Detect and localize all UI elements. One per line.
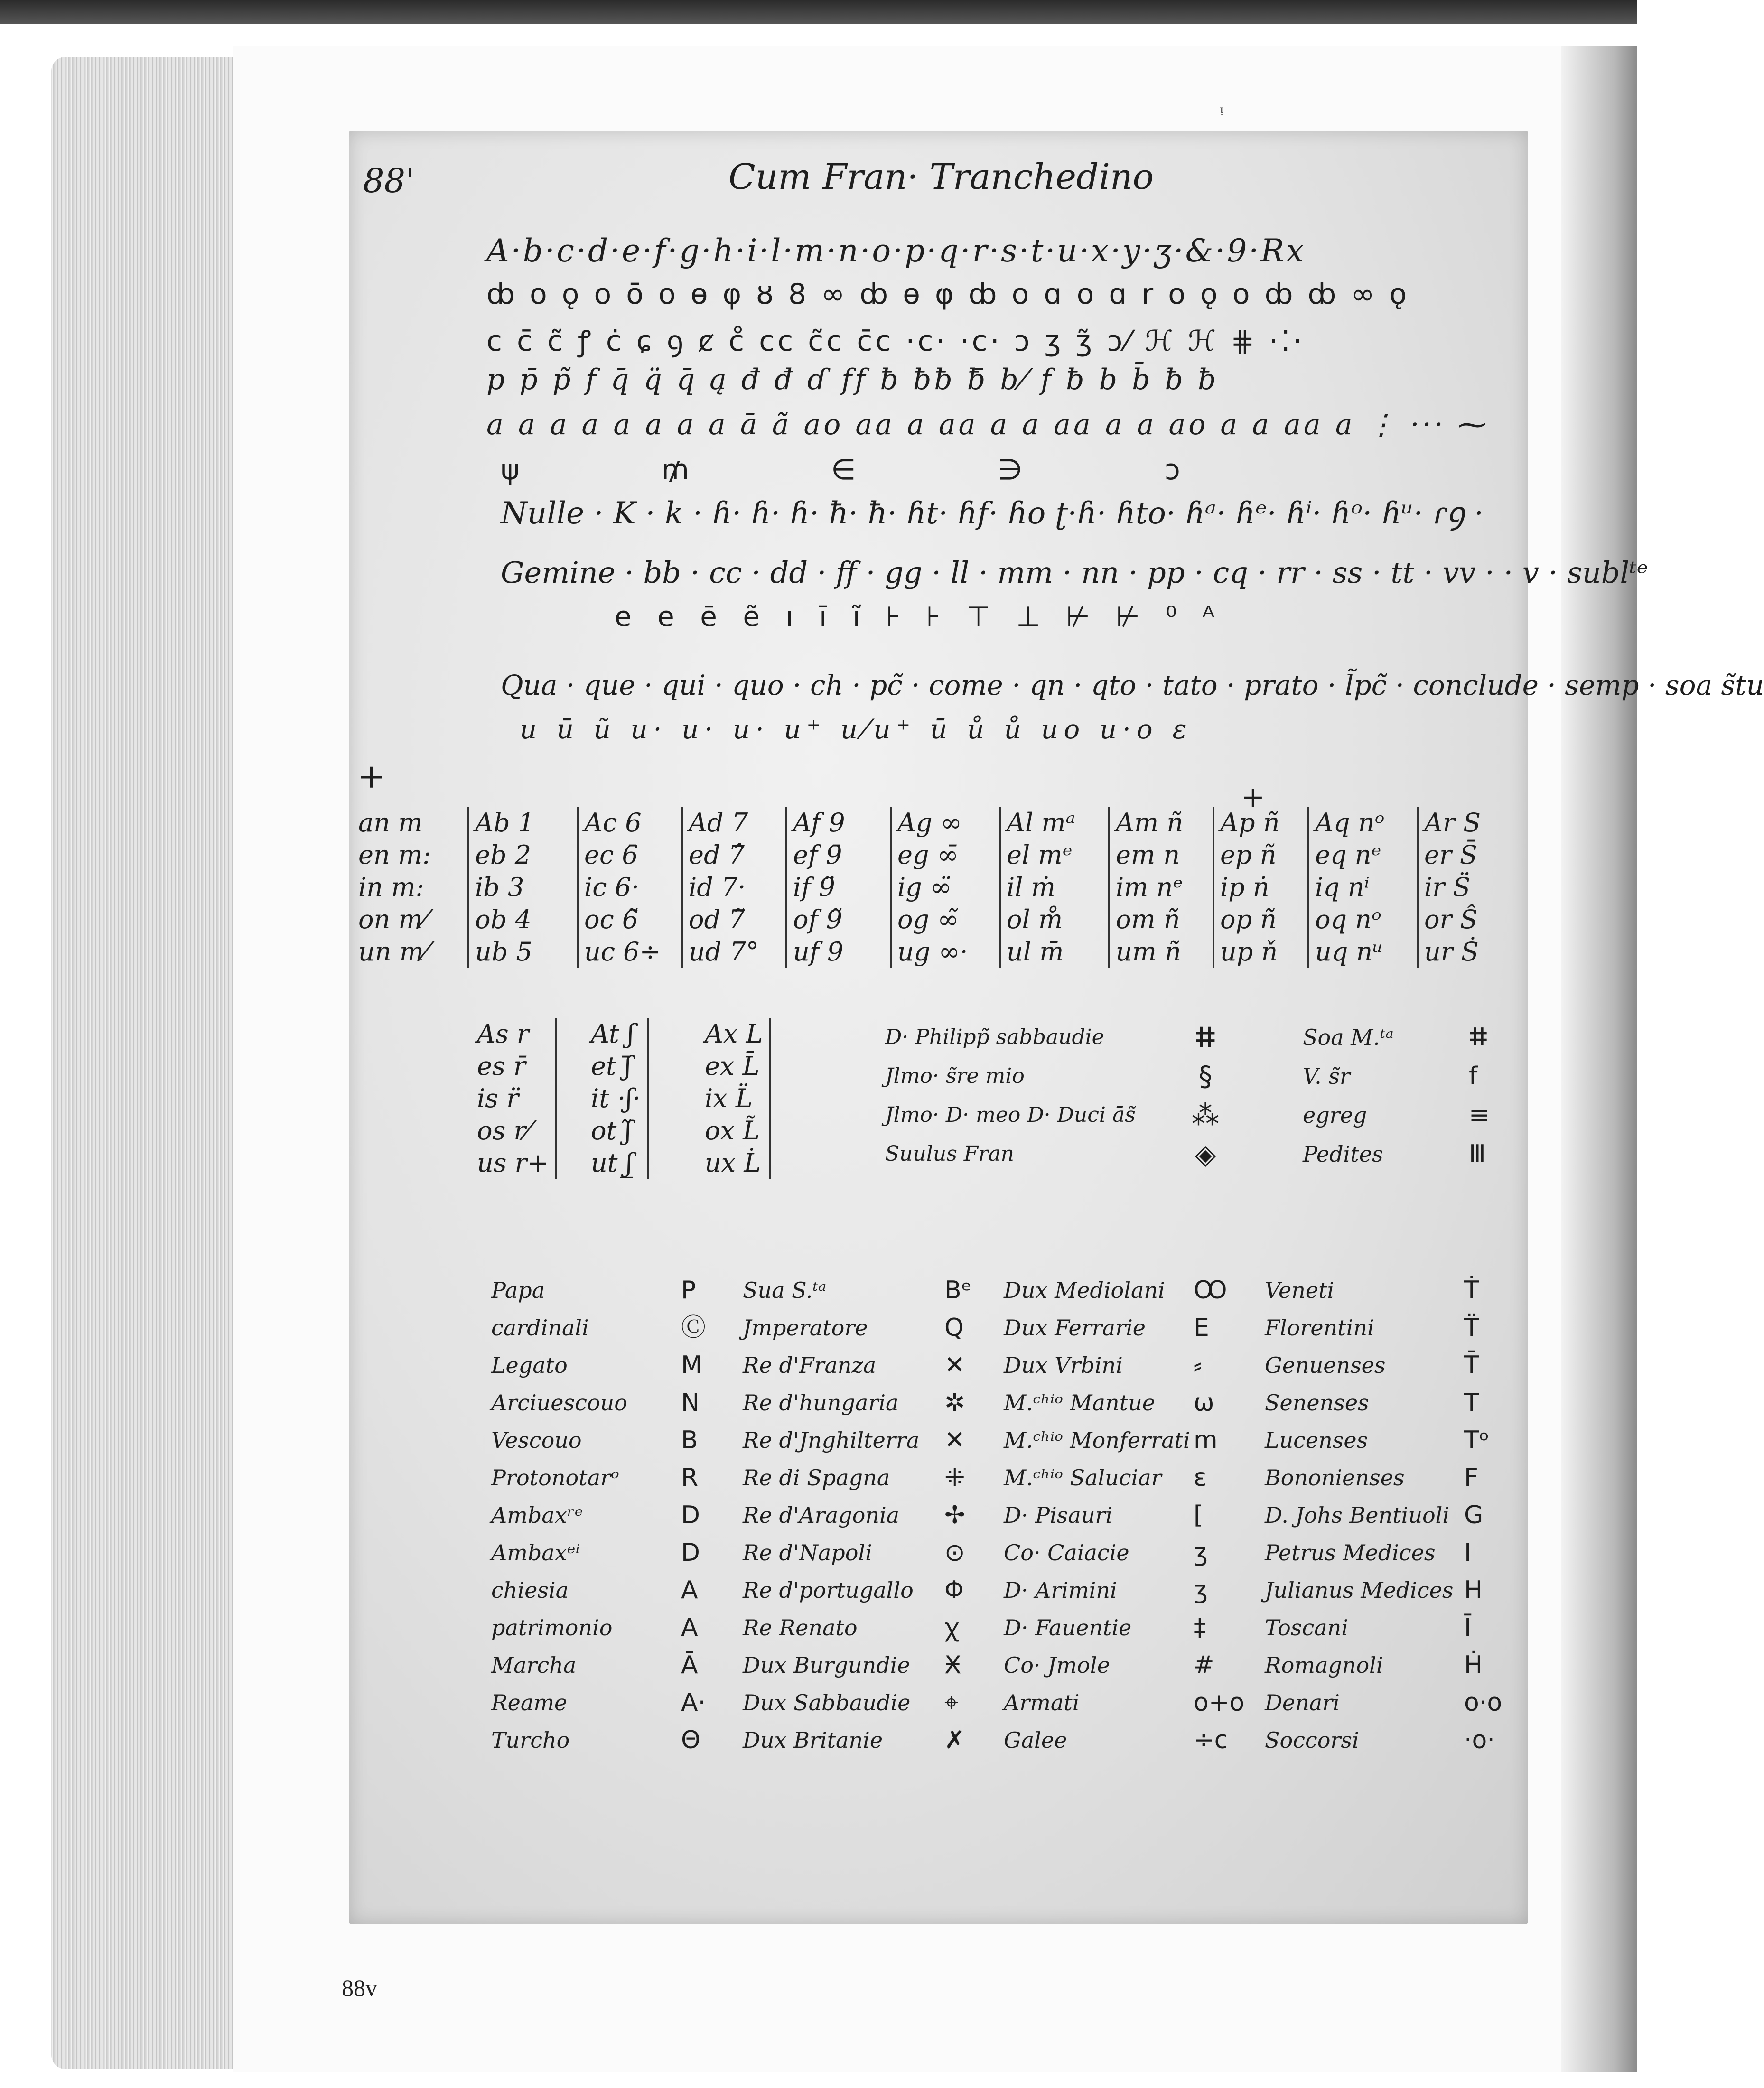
nomenclator-symbol: A· (681, 1688, 706, 1717)
syllable-left-entry: in m: (358, 872, 424, 902)
syllable-entry: Ap ñ (1220, 808, 1280, 838)
title-name: Pedites (1303, 1141, 1383, 1167)
person-name: Jlmo· D· meo D· Duci ās̃ (885, 1103, 1136, 1127)
syllable-entry: up ň (1220, 937, 1278, 967)
nomenclator-symbols-col2 (944, 1272, 971, 1759)
person-symbol: ◈ (1195, 1138, 1216, 1170)
nomenclator-name: Re d'portugallo (743, 1577, 914, 1603)
nomenclator-symbol: M (681, 1351, 702, 1380)
syllable-entry: er S̄ (1424, 840, 1477, 870)
nomenclator-symbol: P (681, 1276, 696, 1305)
vowel-s-entry: ut ʃ̲ (591, 1148, 633, 1178)
nomenclator-symbol: o·o (1464, 1688, 1503, 1717)
nomenclator-name: D· Pisauri (1004, 1502, 1113, 1528)
nomenclator-symbol: ‡ (1194, 1613, 1206, 1642)
syllable-entry: el mᵉ (1007, 840, 1073, 870)
cipher-row-b: c c̄ c̃ ꝭ ċ ɕ ꝯ ȼ c̊ cc c̃c c̄c ·c· ·c· ɔ ʒ ʒ̃ ɔ⁄ ℋ ℋ ⋕ ·⁚· (486, 325, 1305, 358)
cross-mark-left: + (357, 757, 385, 796)
syllable-entry: ul m̄ (1007, 937, 1064, 967)
nomenclator-name: Marcha (491, 1652, 577, 1678)
vowel-s-entry: ix L̈ (705, 1083, 753, 1113)
nomenclator-name: Legato (491, 1352, 568, 1378)
vowel-s-entry: ot ʃ̃ (591, 1116, 632, 1146)
gemine-codes: e e ē ẽ ı ī ĩ ⊦ ⊦ ⊤ ⊥ ⊬ ⊬ ⁰ ᴬ (615, 600, 1223, 633)
nomenclator-name: Papa (491, 1277, 545, 1303)
syllable-entry: ur Ṡ (1424, 937, 1479, 967)
title-name: V. s̃r (1303, 1063, 1351, 1089)
titles-names (1303, 1018, 1394, 1174)
cipher-row-a: ȸ o ǫ o ō o ɵ φ ȣ 8 ∞ ȸ ɵ φ ȸ o ɑ o ɑ r o ǫ o ȸ ȸ ∞ ǫ (486, 278, 1410, 311)
nomenclator-name: Toscani (1265, 1615, 1348, 1641)
nomenclator-symbol: Bᵉ (944, 1276, 972, 1305)
nomenclator-name: patrimonio (491, 1615, 613, 1641)
nomenclator-name: Dux Sabbaudie (743, 1690, 911, 1715)
syllable-entry: oq nᵒ (1315, 904, 1381, 934)
nomenclator-name: Jmperatore (743, 1315, 868, 1341)
syllable-entry: uq nᵘ (1315, 937, 1383, 967)
ink-mark: ᵎ (1220, 102, 1223, 124)
syllable-left-entry: an m (358, 808, 423, 838)
title-symbol: ⵌ (1469, 1023, 1488, 1052)
cipher-row-c: p p̄ p̃ f q̄ q̈ q̄ ą đ đ ɗ ff ƀ ƀƀ ƀ̄ b⁄ f ƀ b b̄ ƀ ƀ (486, 363, 1219, 396)
syllable-entry: eg ∞̄ (897, 840, 959, 870)
syllable-entry: ob 4 (475, 904, 532, 934)
syllable-group (681, 807, 759, 968)
nomenclator-name: Dux Vrbini (1004, 1352, 1123, 1378)
nomenclator-symbol: ·o· (1464, 1726, 1495, 1754)
syllable-entry: ol m̊ (1007, 904, 1063, 934)
syllable-entry: ef 9̄ (793, 840, 842, 870)
person-name: D· Philipp̃ sabbaudie (885, 1025, 1104, 1049)
nomenclator-name: Petrus Medices (1265, 1540, 1436, 1566)
folio-number: 88' (363, 161, 415, 200)
syllable-entry: um ñ (1116, 937, 1181, 967)
cipher-row-d: a a a a a a a a ā ã ao aa a aa a a aa a a ao a a aa a ⋮ ··· ⁓ (486, 408, 1489, 441)
nomenclator-symbol: Ī (1464, 1613, 1472, 1642)
nomenclator-symbol: ⌖ (944, 1688, 959, 1717)
nomenclator-name: Dux Burgundie (743, 1652, 910, 1678)
nomenclator-name: Co· Jmole (1004, 1652, 1110, 1678)
vowel-s-entry: ox L̃ (705, 1116, 760, 1146)
nomenclator-name: Armati (1004, 1690, 1080, 1715)
syllable-entry: om ñ (1116, 904, 1180, 934)
syllable-entry: og ∞̃ (897, 904, 959, 934)
nomenclator-name: Bononienses (1265, 1465, 1405, 1491)
syllable-entry: ec 6̄ (584, 840, 638, 870)
manuscript-leaf (349, 130, 1764, 1924)
nomenclator-symbol: ✲ (944, 1389, 965, 1417)
nomenclator-symbol: ÷c (1194, 1726, 1228, 1754)
nomenclator-symbol: A (681, 1613, 698, 1642)
nomenclator-name: Ambaxʳᵉ (491, 1502, 583, 1528)
syllable-entry: il ṁ (1007, 872, 1055, 902)
nomenclator-name: Lucenses (1265, 1427, 1368, 1453)
nomenclator-symbol: Ꝏ (1194, 1276, 1227, 1305)
nomenclator-symbol: Q (944, 1314, 964, 1342)
nomenclator-symbol: Ā (681, 1651, 698, 1679)
person-symbol: ⵌ (1195, 1021, 1216, 1053)
vowel-s-entry: us r+ (477, 1148, 549, 1178)
syllable-group (467, 807, 534, 968)
syllable-entry: Af 9 (793, 808, 845, 838)
syllable-group (1108, 807, 1183, 968)
nomenclator-symbol: Ӿ (944, 1651, 961, 1679)
nomenclator-name: cardinali (491, 1315, 589, 1341)
syllable-entry: or Ŝ (1424, 904, 1478, 934)
syllable-entry: op ñ (1220, 904, 1277, 934)
syllable-entry: Ab 1 (475, 808, 535, 838)
nomenclator-symbol: D (681, 1538, 700, 1567)
syllable-entry: ug ∞· (897, 937, 968, 967)
syllable-group (785, 807, 845, 968)
nomenclator-symbol: Φ (944, 1576, 964, 1604)
syllable-entry: ud 7° (689, 937, 759, 967)
syllable-group (999, 807, 1075, 968)
nomenclator-name: Soccorsi (1265, 1727, 1359, 1753)
nomenclator-name: Genuenses (1265, 1352, 1386, 1378)
syllable-entry: ub 5 (475, 937, 532, 967)
nomenclator-symbol: ʒ (1194, 1576, 1208, 1604)
nomenclator-name: Re d'Jnghilterra (743, 1427, 920, 1453)
syllable-entry: im nᵉ (1116, 872, 1183, 902)
vowel-s-entry: Ax L (705, 1019, 763, 1049)
title-name: Soa M.ᵗᵃ (1303, 1025, 1394, 1050)
vowel-s-entry: is r̈ (477, 1083, 519, 1113)
syllable-group (1307, 807, 1384, 968)
nomenclator-name: Florentini (1265, 1315, 1374, 1341)
syllable-entry: eq nᵉ (1315, 840, 1381, 870)
nomenclator-name: chiesia (491, 1577, 569, 1603)
syllable-left-entry: en m: (358, 840, 431, 870)
vowel-s-entry: et ʃ̄ (591, 1051, 632, 1081)
person-symbol: ⁂ (1192, 1099, 1219, 1131)
nomenclator-names-col1 (491, 1272, 627, 1759)
title-symbol: Ⅲ (1469, 1140, 1486, 1168)
nomenclator-name: Turcho (491, 1727, 570, 1753)
syllable-entry: oc 6̃ (584, 904, 639, 934)
syllable-entry: Ad 7 (689, 808, 748, 838)
nomenclator-symbol: Θ (681, 1726, 700, 1754)
syllable-entry: ed 7̂ (689, 840, 745, 870)
vowel-s-group (591, 1018, 649, 1179)
title-name: egreg (1303, 1102, 1367, 1128)
vowel-s-entry: ex L̄ (705, 1051, 760, 1081)
nomenclator-symbol: ⸗ (1194, 1351, 1202, 1380)
title-symbol: ≡ (1469, 1101, 1490, 1129)
nomenclator-name: Dux Britanie (743, 1727, 883, 1753)
nomenclator-name: Arciuescouo (491, 1390, 627, 1416)
nomenclator-symbol: Ḣ (1464, 1651, 1483, 1679)
nomenclator-symbol: G (1464, 1501, 1484, 1529)
nomenclator-name: Vescouo (491, 1427, 582, 1453)
nomenclator-symbol: T (1464, 1389, 1479, 1417)
syllable-entry: ip ṅ (1220, 872, 1269, 902)
scan-top-border (0, 0, 1637, 24)
persons-names (885, 1018, 1136, 1174)
nomenclator-name: Sua S.ᵗᵃ (743, 1277, 827, 1303)
nomenclator-name: Dux Ferrarie (1004, 1315, 1146, 1341)
nomenclator-symbol: Ⓒ (681, 1314, 706, 1342)
vowel-s-group (477, 1018, 557, 1179)
nomenclator-name: Re d'Franza (743, 1352, 877, 1378)
nomenclator-name: M.ᶜʰⁱᵒ Saluciar (1004, 1465, 1162, 1491)
gemine-row: Gemine · bb · cc · dd · ff · gg · ll · mm · nn · pp · cq · rr · ss · tt · vv · · v · sublᵗᵉ (501, 555, 1648, 590)
nomenclator-name: D· Fauentie (1004, 1615, 1132, 1641)
syllable-entry: ib 3 (475, 872, 524, 902)
nomenclator-name: Protonotarᵒ (491, 1465, 619, 1491)
nomenclator-symbol: F (1464, 1463, 1478, 1492)
syllable-entry: Am ñ (1116, 808, 1184, 838)
page-edges (51, 57, 241, 2069)
nomenclator-name: M.ᶜʰⁱᵒ Monferrati (1004, 1427, 1190, 1453)
syllable-entry: Aq nᵒ (1315, 808, 1385, 838)
header-title: Cum Fran· Tranchedino (728, 157, 1154, 197)
nomenclator-symbol: ⊙ (944, 1538, 965, 1567)
nomenclator-symbol: H (1464, 1576, 1483, 1604)
syllable-entry: em n (1116, 840, 1180, 870)
nomenclator-name: Romagnoli (1265, 1652, 1383, 1678)
syllable-entry: Ac 6 (584, 808, 642, 838)
nomenclator-name: Dux Mediolani (1004, 1277, 1165, 1303)
syllable-entry: Ar S (1424, 808, 1481, 838)
nomenclator-symbol: B (681, 1426, 698, 1454)
syllable-entry: Ag ∞ (897, 808, 962, 838)
person-symbol: § (1198, 1060, 1213, 1092)
syllable-left-entry: on m⁄ (358, 904, 427, 934)
nomenclator-name: Galee (1004, 1727, 1067, 1753)
nomenclator-symbol: T̄ (1464, 1351, 1479, 1380)
vowel-s-group (705, 1018, 771, 1179)
nomenclator-symbol: ʒ (1194, 1538, 1208, 1567)
syllable-group (1213, 807, 1280, 968)
cross-mark-mid: + (1241, 781, 1265, 814)
nomenclator-symbol: ω (1194, 1389, 1214, 1417)
nomenclator-name: Re Renato (743, 1615, 858, 1641)
nomenclator-name: M.ᶜʰⁱᵒ Mantue (1004, 1390, 1155, 1416)
nomenclator-symbol: A (681, 1576, 698, 1604)
syllable-entry: uc 6÷ (584, 937, 661, 967)
nomenclator-symbol: ✕ (944, 1351, 965, 1380)
qua-row: Qua · que · qui · quo · ch · pc̃ · come · qn · qto · tato · prato · l̃pc̃ · conclude · semp · soa s̃tu (501, 669, 1764, 701)
nomenclator-name: D· Arimini (1004, 1577, 1117, 1603)
nomenclator-symbol: ⁜ (944, 1463, 965, 1492)
titles-symbols (1469, 1018, 1490, 1174)
syllable-group (577, 807, 661, 968)
nomenclator-symbol: # (1194, 1651, 1214, 1679)
vowel-s-entry: os r⁄ (477, 1116, 531, 1146)
nomenclator-symbol: ✗ (944, 1726, 965, 1754)
nomenclator-symbol: ε (1194, 1463, 1207, 1492)
persons-symbols (1175, 1018, 1236, 1174)
person-name: Suulus Fran (885, 1142, 1014, 1166)
syllable-entry: ic 6· (584, 872, 640, 902)
alphabet-plain: A·b·c·d·e·f·g·h·i·l·m·n·o·p·q·r·s·t·u·x·y·ʒ·&·9·Rx (486, 233, 1306, 269)
nomenclator-symbol: ✢ (944, 1501, 965, 1529)
syllable-entry: Al mᵃ (1007, 808, 1075, 838)
nomenclator-names-col2 (743, 1272, 919, 1759)
gutter-shadow (1561, 46, 1637, 2072)
syllable-group (1417, 807, 1481, 968)
vowel-s-entry: As r (477, 1019, 529, 1049)
nomenclator-symbol: I (1464, 1538, 1472, 1567)
nomenclator-name: Senenses (1265, 1390, 1369, 1416)
title-symbol: f (1469, 1062, 1478, 1091)
person-name: Jlmo· s̃re mio (885, 1064, 1025, 1088)
syllable-entry: iq nⁱ (1315, 872, 1370, 902)
nomenclator-symbol: T̈ (1464, 1314, 1479, 1342)
nomenclator-names-col4 (1265, 1272, 1453, 1759)
nulle-row: Nulle · K · k · ɦ· ɦ· ɦ· ħ· ħ· ɦt· ɦf· ɦo ʈ·ɦ· ɦto· ɦᵃ· ɦᵉ· ɦⁱ· ɦᵒ· ɦᵘ· ɾꝯ · (501, 496, 1484, 531)
syllable-entry: ig ∞̈ (897, 872, 952, 902)
nomenclator-symbol: R (681, 1463, 699, 1492)
nomenclator-name: Re d'Aragonia (743, 1502, 900, 1528)
vowel-s-entry: ux L̇ (705, 1148, 761, 1178)
nomenclator-symbol: E (1194, 1314, 1209, 1342)
nomenclator-symbol: m (1194, 1426, 1218, 1454)
syllable-left-column (358, 807, 431, 968)
nomenclator-symbol: ✕ (944, 1426, 965, 1454)
syllable-entry: ir S̈ (1424, 872, 1471, 902)
nomenclator-symbol: o+o (1194, 1688, 1245, 1717)
qua-codes: u ū ũ u· u· u· u⁺ u⁄u⁺ ū ů ů uo u·o ɛ (520, 714, 1193, 745)
nomenclator-name: Julianus Medices (1265, 1577, 1454, 1603)
nomenclator-symbol: ꭓ (944, 1613, 958, 1642)
nomenclator-symbols-col1 (681, 1272, 706, 1759)
nomenclator-name: Re d'hungaria (743, 1390, 899, 1416)
nomenclator-name: Re d'Napoli (743, 1540, 872, 1566)
nomenclator-symbols-col3 (1194, 1272, 1244, 1759)
nomenclator-name: Co· Caiacie (1004, 1540, 1129, 1566)
syllable-left-entry: un m⁄ (358, 937, 428, 967)
nomenclator-name: Reame (491, 1690, 568, 1715)
nomenclator-name: Re di Spagna (743, 1465, 890, 1491)
nomenclator-symbol: Ṫ (1464, 1276, 1479, 1305)
syllable-entry: ep ñ (1220, 840, 1277, 870)
syllable-entry: eb 2 (475, 840, 532, 870)
nomenclator-symbol: N (681, 1389, 700, 1417)
nomenclator-name: D. Johs Bentiuoli (1265, 1502, 1450, 1528)
syllable-entry: of 9̃ (793, 904, 843, 934)
page-number: 88v (342, 1975, 377, 2001)
nomenclator-name: Denari (1265, 1690, 1340, 1715)
cipher-row-e: ψ ₥ ∈ ∋ ↄ (501, 453, 1247, 486)
vowel-s-entry: At ʃ (591, 1019, 635, 1049)
vowel-s-entry: es r̄ (477, 1051, 526, 1081)
nomenclator-symbol: D (681, 1501, 700, 1529)
syllable-group (890, 807, 968, 968)
syllable-entry: id 7· (689, 872, 746, 902)
vowel-s-entry: it ·ʃ· (591, 1083, 641, 1113)
nomenclator-symbol: Tᵒ (1464, 1426, 1490, 1454)
nomenclator-name: Ambaxᵉⁱ (491, 1540, 580, 1566)
syllable-entry: if 9̈ (793, 872, 835, 902)
syllable-entry: uf 9̇ (793, 937, 844, 967)
syllable-entry: od 7̃ (689, 904, 745, 934)
nomenclator-names-col3 (1004, 1272, 1190, 1759)
nomenclator-symbols-col4 (1464, 1272, 1502, 1759)
nomenclator-symbol: [ (1194, 1501, 1204, 1529)
nomenclator-name: Veneti (1265, 1277, 1335, 1303)
